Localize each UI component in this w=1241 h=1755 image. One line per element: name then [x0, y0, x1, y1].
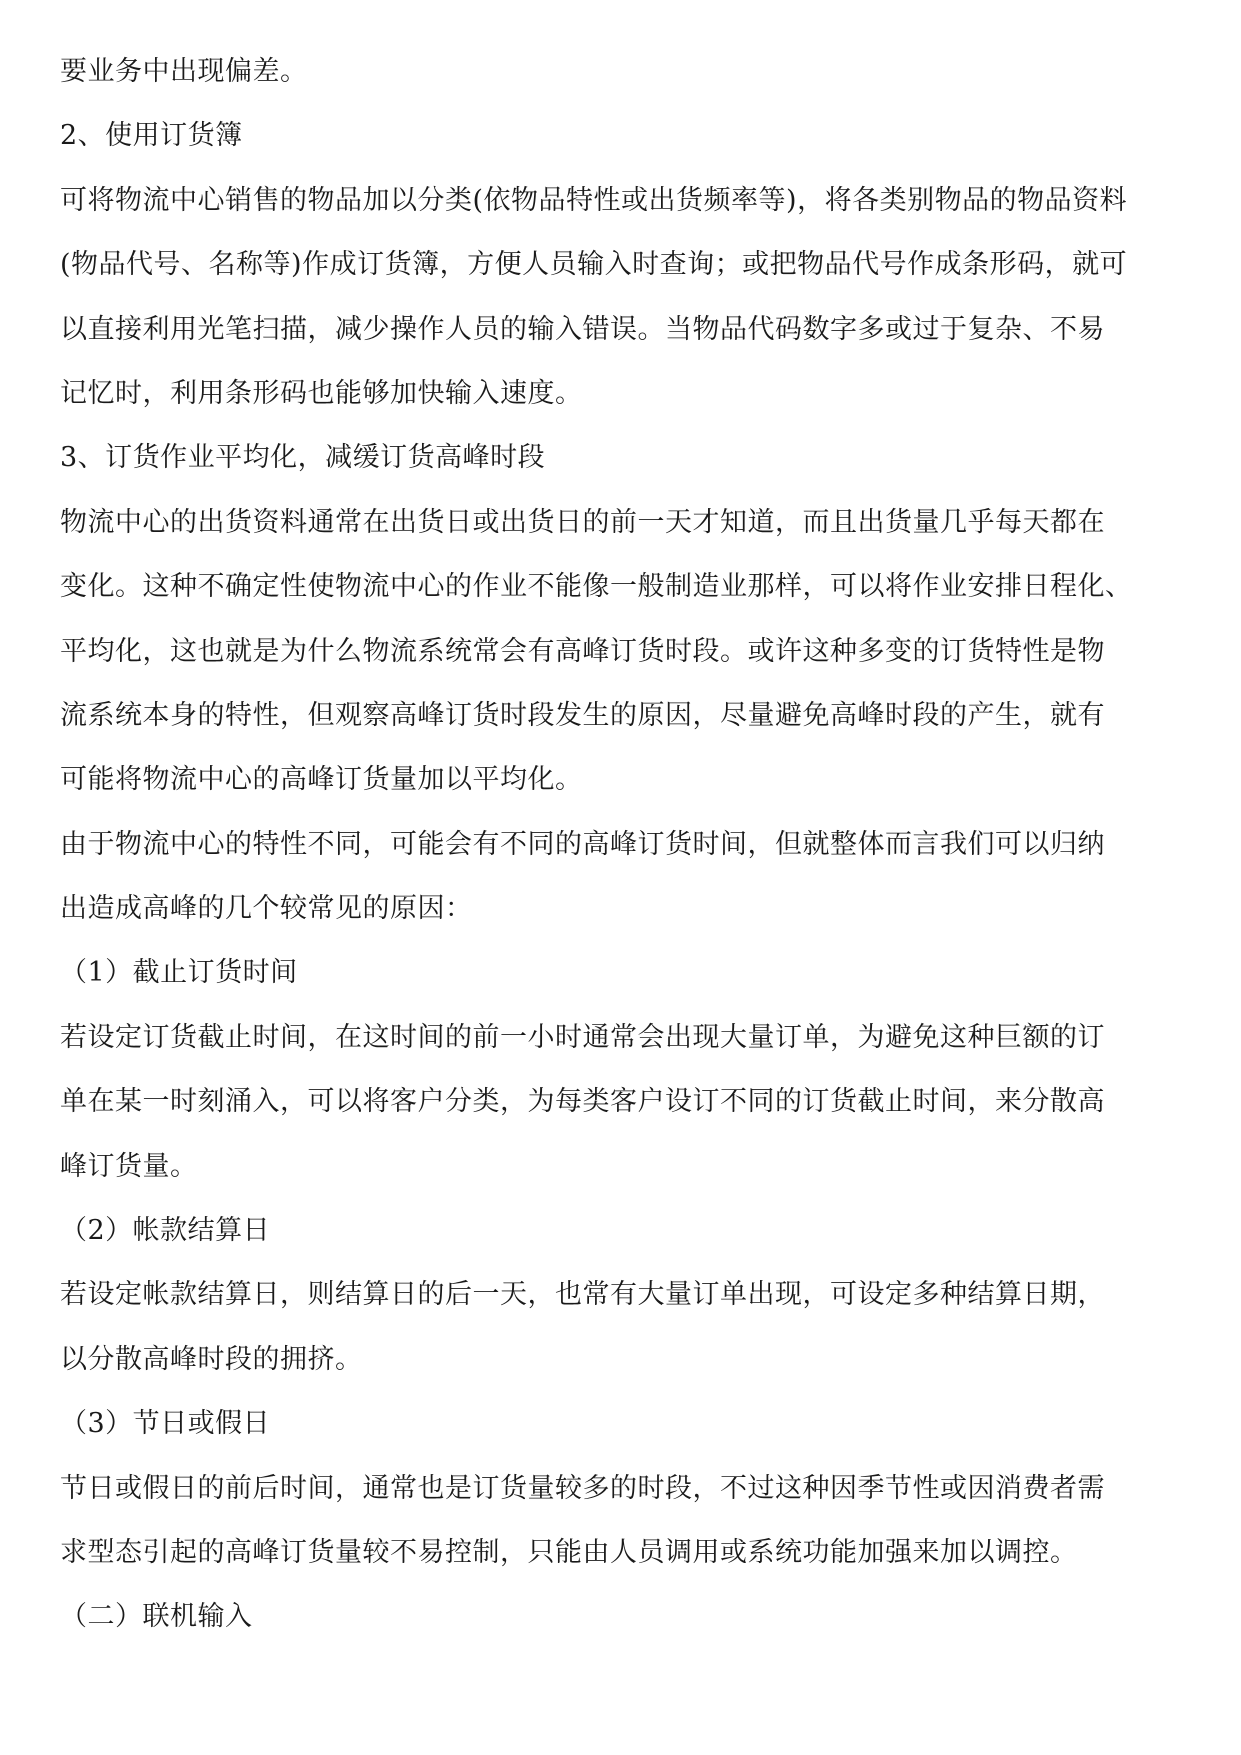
- text-line-13: 由于物流中心的特性不同，可能会有不同的高峰订货时间，但就整体而言我们可以归纳: [60, 828, 1105, 860]
- heading-order-averaging: 3、订货作业平均化，减缓订货高峰时段: [60, 442, 546, 474]
- text-line-9: 变化。这种不确定性使物流中心的作业不能像一般制造业那样，可以将作业安排日程化、: [60, 571, 1133, 603]
- text-line-23: 节日或假日的前后时间，通常也是订货量较多的时段，不过这种因季节性或因消费者需: [60, 1472, 1105, 1504]
- text-line-24: 求型态引起的高峰订货量较不易控制，只能由人员调用或系统功能加强来加以调控。: [60, 1536, 1078, 1568]
- text-line-12: 可能将物流中心的高峰订货量加以平均化。: [60, 764, 583, 796]
- heading-use-order-book: 2、使用订货簿: [60, 120, 243, 152]
- text-line-21: 以分散高峰时段的拥挤。: [60, 1343, 363, 1375]
- text-line-3: 可将物流中心销售的物品加以分类(依物品特性或出货频率等)，将各类别物品的物品资料: [60, 184, 1128, 216]
- section-heading-online-input: （二）联机输入: [60, 1601, 253, 1633]
- subheading-holidays: （3）节日或假日: [60, 1408, 271, 1440]
- text-line-11: 流系统本身的特性，但观察高峰订货时段发生的原因，尽量避免高峰时段的产生，就有: [60, 699, 1105, 731]
- subheading-settlement-day: （2）帐款结算日: [60, 1215, 271, 1247]
- text-line-16: 若设定订货截止时间，在这时间的前一小时通常会出现大量订单，为避免这种巨额的订: [60, 1021, 1105, 1053]
- subheading-cutoff-time: （1）截止订货时间: [60, 957, 298, 989]
- text-line-8: 物流中心的出货资料通常在出货日或出货日的前一天才知道，而且出货量几乎每天都在: [60, 506, 1105, 538]
- text-line-6: 记忆时，利用条形码也能够加快输入速度。: [60, 377, 583, 409]
- text-line-20: 若设定帐款结算日，则结算日的后一天，也常有大量订单出现，可设定多种结算日期，: [60, 1279, 1105, 1311]
- text-line-4: (物品代号、名称等)作成订货簿，方便人员输入时查询；或把物品代号作成条形码，就可: [60, 249, 1128, 281]
- text-line-17: 单在某一时刻涌入，可以将客户分类，为每类客户设订不同的订货截止时间，来分散高: [60, 1086, 1105, 1118]
- document-page: [60, 40, 1182, 1650]
- text-line-14: 出造成高峰的几个较常见的原因：: [60, 893, 473, 925]
- text-line-5: 以直接利用光笔扫描，减少操作人员的输入错误。当物品代码数字多或过于复杂、不易: [60, 313, 1105, 345]
- text-line-10: 平均化，这也就是为什么物流系统常会有高峰订货时段。或许这种多变的订货特性是物: [60, 635, 1105, 667]
- text-line-1: 要业务中出现偏差。: [60, 56, 308, 87]
- text-line-18: 峰订货量。: [60, 1150, 198, 1182]
